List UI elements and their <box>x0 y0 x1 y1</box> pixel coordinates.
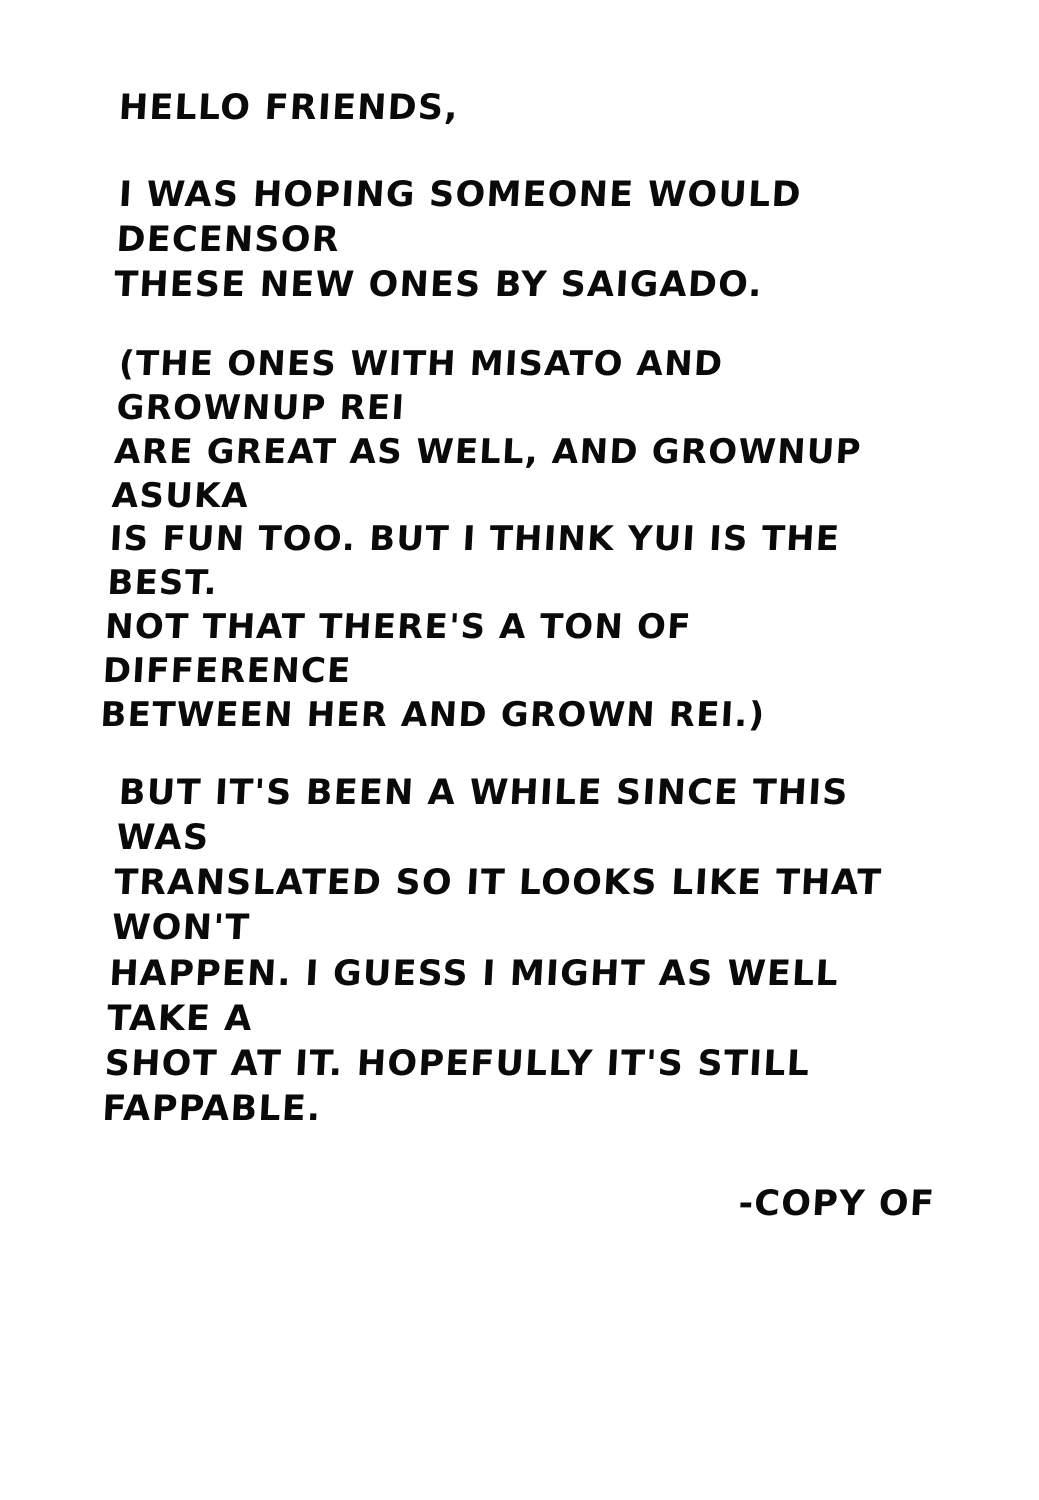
paragraph-1: I WAS HOPING SOMEONE WOULD DECENSOR THESE NEW ONES BY SAIGADO. <box>113 175 803 306</box>
signature-line: -COPY OF <box>737 1184 936 1225</box>
paragraph-3: BUT IT'S BEEN A WHILE SINCE THIS WAS TRANSLATED SO IT LOOKS LIKE THAT WON'T HAPPEN. I GUESS I MIGHT AS WELL TAKE A SHOT AT IT. HOPEFULLY IT'S STILL FAPPABLE. <box>101 773 883 1130</box>
greeting-line: HELLO FRIENDS, <box>117 88 460 128</box>
paragraph-2: (THE ONES WITH MISATO AND GROWNUP REI ARE GREAT AS WELL, AND GROWNUP ASUKA IS FUN TOO. BUT I THINK YUI IS THE BEST. NOT THAT THERE'S A TON OF DIFFERENCE BETWEEN HER AND GROWN REI.) <box>99 343 863 735</box>
note-body <box>99 86 940 1225</box>
